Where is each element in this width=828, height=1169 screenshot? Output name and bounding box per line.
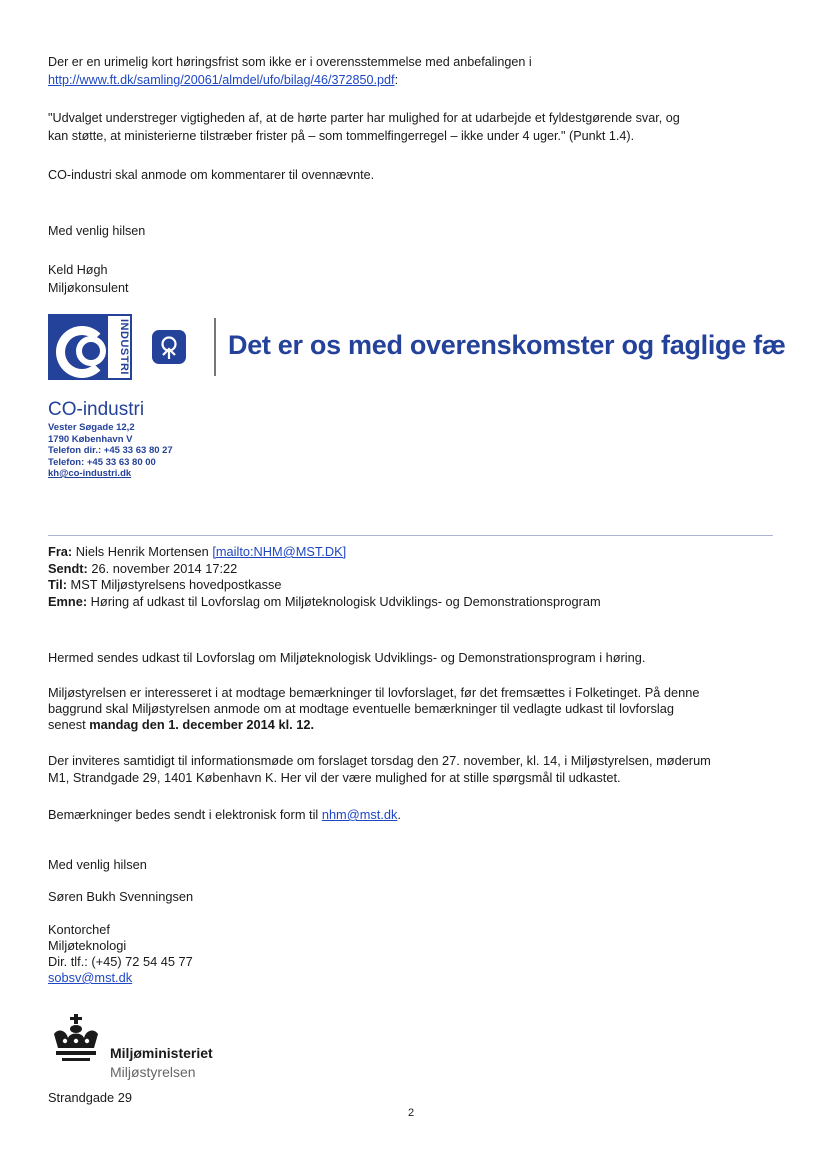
company-address	[48, 422, 173, 480]
message-para2-line1: Miljøstyrelsen er interesseret i at modtage bemærkninger til lovforslaget, før det fremsættes i Folketinget. På denne	[48, 685, 700, 700]
company-name: CO-industri	[48, 399, 145, 420]
deadline-text: mandag den 1. december 2014 kl. 12.	[89, 717, 315, 732]
company-phone: Telefon: +45 33 63 80 00	[48, 456, 156, 468]
from-label: Fra:	[48, 544, 73, 559]
message-para4	[48, 806, 401, 823]
logo-o-shape	[76, 336, 106, 366]
subject-label: Emne:	[48, 593, 88, 609]
company-city: 1790 København V	[48, 433, 133, 445]
ministry-name: Miljøministeriet	[110, 1045, 213, 1061]
signer-email-link[interactable]: sobsv@mst.dk	[48, 970, 133, 985]
signer-phone: Dir. tlf.: (+45) 72 54 45 77	[48, 954, 193, 969]
ministry-address: Strandgade 29	[48, 1090, 132, 1105]
sent-row	[48, 561, 601, 578]
intro-link-line	[48, 72, 398, 89]
slogan-text: Det er os med overenskomster og faglige fæ	[228, 330, 786, 360]
signer-department: Miljøteknologi	[48, 938, 127, 953]
message-para3-line1: Der inviteres samtidigt til informationsmøde om forslaget torsdag den 27. november, kl. 14, i Miljøstyrelsen, møderum	[48, 753, 711, 768]
crown-icon	[48, 1014, 104, 1062]
greeting: Med venlig hilsen	[48, 224, 146, 238]
company-street: Vester Søgade 12,2	[48, 422, 135, 433]
sender-title: Miljøkonsulent	[48, 281, 129, 295]
para4-suffix: .	[397, 807, 401, 822]
subject-value: Høring af udkast til Lovforslag om Miljøteknologisk Udviklings- og Demonstrationsprogram	[90, 593, 601, 609]
from-row	[48, 544, 601, 561]
signer-title: Kontorchef	[48, 922, 110, 937]
intro-line1: Der er en urimelig kort høringsfrist som ikke er i overensstemmelse med anbefalingen i	[48, 55, 532, 69]
to-value: MST Miljøstyrelsens hovedpostkasse	[70, 577, 282, 592]
logo-vertical-text: INDUSTRI	[108, 316, 130, 378]
sent-value: 26. november 2014 17:22	[91, 560, 238, 576]
quote-line2: kan støtte, at ministerierne tilstræber frister på – som tommelfingerregel – ikke under 4 uger." (Punkt 1.4).	[48, 129, 635, 143]
co-industri-logo	[48, 314, 132, 380]
from-value: Niels Henrik Mortensen	[75, 544, 209, 559]
ft-link[interactable]: http://www.ft.dk/samling/20061/almdel/ufo/bilag/46/372850.pdf	[48, 73, 395, 87]
signer-email-row	[48, 969, 132, 986]
company-phone-dir: Telefon dir.: +45 33 63 80 27	[48, 445, 173, 456]
quote-line1: "Udvalget understreger vigtigheden af, at de hørte parter har mulighed for at udarbejde et fyldestgørende svar, og	[48, 111, 680, 125]
deadline-prefix: senest	[48, 717, 90, 732]
nhm-email-link[interactable]: nhm@mst.dk	[321, 807, 398, 822]
message-greeting: Med venlig hilsen	[48, 857, 147, 872]
header-separator	[48, 535, 773, 536]
agency-name: Miljøstyrelsen	[110, 1064, 196, 1080]
page-number: 2	[408, 1107, 415, 1119]
para4-prefix: Bemærkninger bedes sendt i elektronisk form til	[48, 807, 322, 822]
company-email-link[interactable]: kh@co-industri.dk	[48, 468, 132, 479]
subject-row	[48, 594, 601, 611]
sender-name: Keld Høgh	[48, 263, 108, 277]
to-label: Til:	[48, 577, 67, 592]
signer-name: Søren Bukh Svenningsen	[48, 889, 194, 904]
ok-badge-icon	[152, 330, 186, 364]
from-mailto-link[interactable]: [mailto:NHM@MST.DK]	[212, 544, 347, 559]
request-text: CO-industri skal anmode om kommentarer til ovennævnte.	[48, 168, 375, 182]
logo-divider	[214, 318, 216, 376]
sent-label: Sendt:	[48, 560, 88, 576]
signature-banner	[48, 314, 808, 380]
email-header	[48, 544, 601, 610]
message-para2-line2: baggrund skal Miljøstyrelsen anmode om at modtage eventuelle bemærkninger til vedlagte udkast til lovforslag	[48, 701, 674, 716]
to-row	[48, 577, 601, 594]
intro-link-suffix: :	[394, 73, 399, 87]
message-para2-line3	[48, 716, 314, 733]
message-para3-line2: M1, Strandgade 29, 1401 København K. Her vil der være mulighed for at stille spørgsmål til udkastet.	[48, 770, 621, 785]
message-para1: Hermed sendes udkast til Lovforslag om Miljøteknologisk Udviklings- og Demonstrationsprogram i høring.	[48, 650, 646, 665]
